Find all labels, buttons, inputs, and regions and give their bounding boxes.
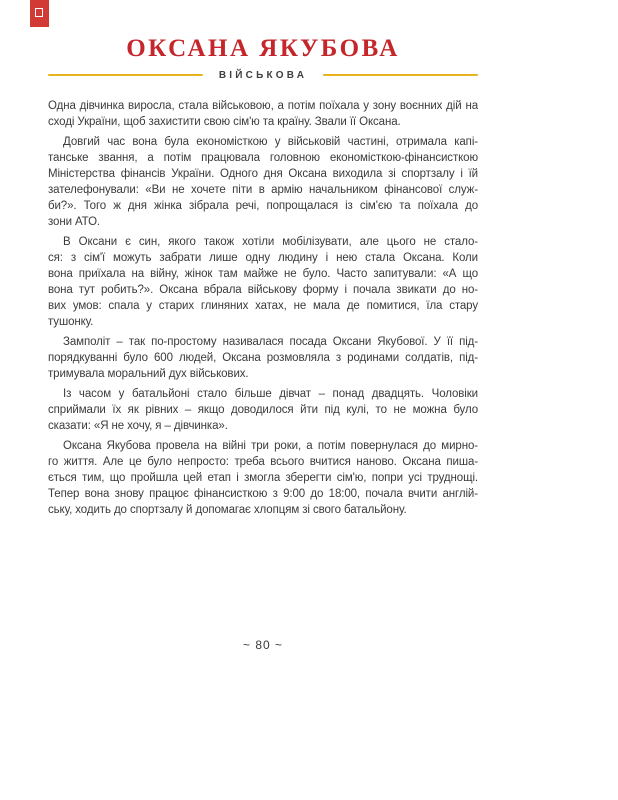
paragraph <box>48 438 478 518</box>
chapter-subtitle: ВІЙСЬКОВА <box>218 69 308 81</box>
text-line: Замполіт – так по-простому називалася посада Оксани Якубової. У її під- <box>63 336 478 348</box>
text-line: танське звання, а потім працювала головною економісткою-фінансисткою <box>48 152 478 164</box>
bookmark-ribbon-icon[interactable] <box>30 0 49 27</box>
text-line: го життя. Але це було непросто: треба всього вчитися наново. Оксана пиша- <box>48 456 478 468</box>
text-line: зателефонували: «Ви не хочете піти в армію начальником фінансової служ- <box>48 184 478 196</box>
text-line: Із часом у батальйоні стало більше дівчат – понад двадцять. Чоловіки <box>63 388 478 400</box>
bookmark-square-icon <box>35 8 43 17</box>
chapter-subtitle-row <box>48 69 478 81</box>
chapter-title: ОКСАНА ЯКУБОВА <box>126 35 400 62</box>
text-line: вона приїхала на війну, жінок там майже не було. Часто запитували: «А що <box>48 268 478 280</box>
paragraph <box>48 234 478 330</box>
text-line: сприймали їх як рівних – якщо доводилося йти під кулі, то не можна було <box>48 404 478 416</box>
text-line: вона тут робить?». Оксана вбрала військову форму і почала звикати до но- <box>48 284 478 296</box>
paragraph <box>48 334 478 382</box>
page-number: ~ 80 ~ <box>242 638 284 652</box>
text-line: сказати: «Я не хочу, я – дівчинка». <box>48 420 228 432</box>
text-line: Оксана Якубова провела на війні три роки, а потім повернулася до мирно- <box>63 440 478 452</box>
text-line: порядкуванні було 600 людей, Оксана розмовляла з родинами солдатів, під- <box>48 352 478 364</box>
text-line: зони АТО. <box>48 216 101 228</box>
text-line: ся: з сім'ї можуть забрати лише одну людину і нею стала Оксана. Коли <box>48 252 478 264</box>
text-line: ську, ходить до спортзалу й допомагає хлопцям зі свого батальйону. <box>48 504 407 516</box>
text-line: Тепер вона знову працює фінансисткою з 9:00 до 18:00, почала вчити англій- <box>48 488 478 500</box>
text-line: тушонку. <box>48 316 94 328</box>
subtitle-rule-left <box>48 74 203 77</box>
text-line: вих умов: спала у старих глиняних хатах, не мала де помитися, їла стару <box>48 300 478 312</box>
subtitle-rule-right <box>323 74 478 77</box>
paragraph <box>48 386 478 434</box>
page-content <box>48 36 478 518</box>
text-line: Міністерства фінансів України. Одного дня Оксана виходила зі спортзалу і їй <box>48 168 478 180</box>
text-line: тримувала моральний дух військових. <box>48 368 249 380</box>
text-line: Довгий час вона була економісткою у військовій частині, отримала капі- <box>63 136 478 148</box>
text-line: Одна дівчинка виросла, стала військовою, а потім поїхала у зону воєнних дій на <box>48 100 478 112</box>
paragraph <box>48 98 478 130</box>
text-line: би?». Того ж дня жінка зібрала речі, попрощалася із сім'єю та поїхала до <box>48 200 478 212</box>
article <box>48 98 478 518</box>
text-line: ється тим, що пройшла цей етап і змогла зберегти сім'ю, попри усі труднощі. <box>48 472 478 484</box>
text-line: сході України, щоб захистити свою сім'ю та країну. Звали її Оксана. <box>48 116 401 128</box>
paragraph <box>48 134 478 230</box>
text-line: В Оксани є син, якого також хотіли мобілізувати, але цього не стало- <box>63 236 478 248</box>
